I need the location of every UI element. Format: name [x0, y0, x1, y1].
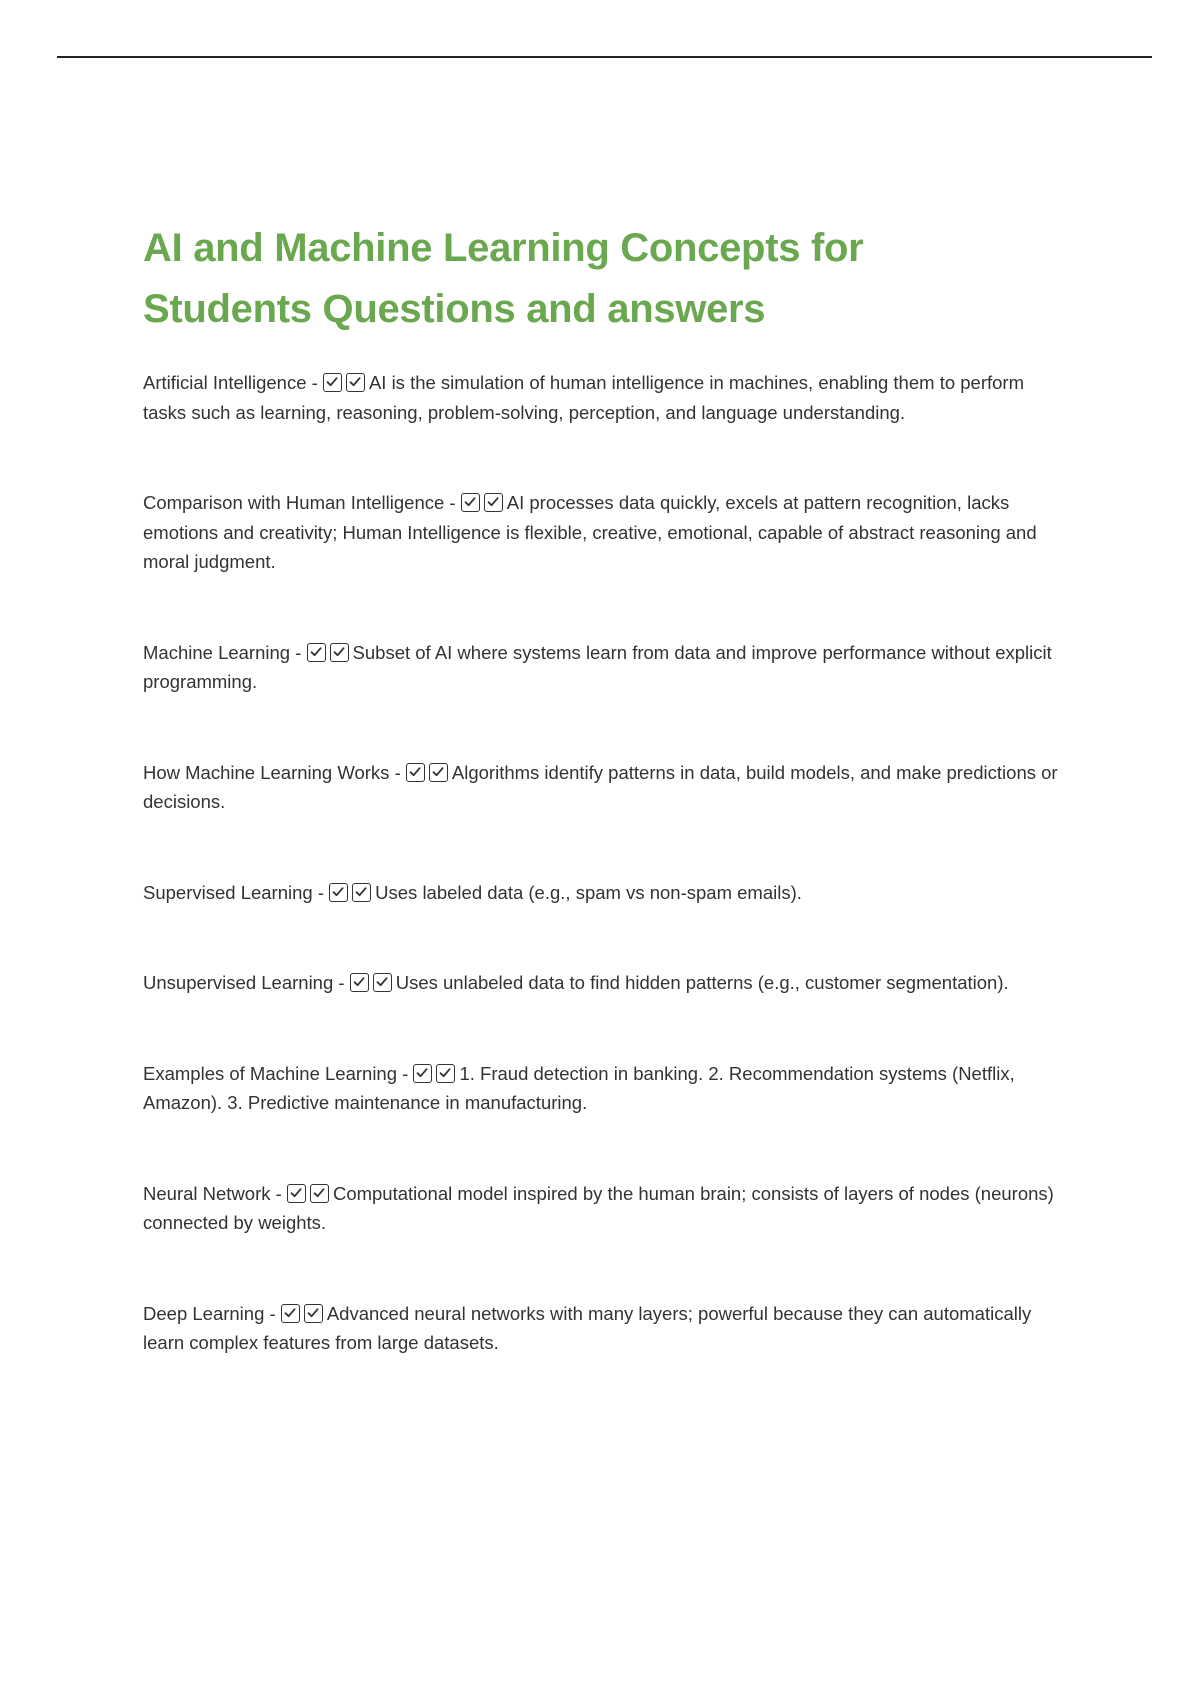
qa-term: Unsupervised Learning [143, 972, 334, 993]
checked-box-icon [281, 1304, 300, 1323]
qa-item-supervised-learning [143, 878, 1063, 908]
qa-term: Supervised Learning [143, 881, 313, 903]
qa-answer: Uses unlabeled data to find hidden patterns (e.g., customer segmentation). [395, 972, 1009, 993]
qa-answer: AI is the simulation of human intelligence in machines, enabling them to perform tasks such as learning, reasoning, problem-solving, perception, and language understanding. [143, 372, 1024, 423]
checked-box-icon [346, 373, 365, 392]
qa-separator: - [290, 641, 307, 663]
qa-answer: Uses labeled data (e.g., spam vs non-spam emails). [375, 881, 802, 903]
document-title-line-1: AI and Machine Learning Concepts for [143, 226, 864, 270]
qa-item-comparison-with-human-intelligence [143, 488, 1063, 577]
qa-term: Machine Learning [143, 641, 291, 663]
checked-box-icon [307, 643, 326, 662]
checked-box-icon [436, 1064, 455, 1083]
document-body [143, 218, 1063, 1419]
checked-box-icon [329, 883, 348, 902]
qa-item-examples-of-machine-learning [143, 1059, 1063, 1118]
checked-box-icon [330, 643, 349, 662]
checked-box-icon [323, 373, 342, 392]
qa-separator: - [264, 1302, 281, 1324]
checked-box-icon [461, 493, 480, 512]
checked-box-icon [406, 763, 425, 782]
qa-term: How Machine Learning Works [143, 761, 390, 783]
checked-box-icon [373, 973, 392, 992]
document-title [143, 218, 1063, 340]
qa-term: Deep Learning [143, 1302, 265, 1324]
qa-separator: - [333, 972, 350, 993]
qa-answer: Computational model inspired by the human brain; consists of layers of nodes (neurons) connected by weights. [143, 1182, 1054, 1233]
qa-separator: - [389, 761, 406, 783]
qa-answer: Subset of AI where systems learn from data and improve performance without explicit programming. [143, 641, 1052, 692]
qa-item-artificial-intelligence [143, 368, 1063, 427]
checked-box-icon [304, 1304, 323, 1323]
qa-answer: Algorithms identify patterns in data, build models, and make predictions or decisions. [143, 761, 1058, 812]
qa-separator: - [444, 492, 461, 513]
qa-item-neural-network [143, 1179, 1063, 1238]
checked-box-icon [484, 493, 503, 512]
checked-box-icon [350, 973, 369, 992]
qa-separator: - [397, 1062, 414, 1084]
checked-box-icon [429, 763, 448, 782]
qa-answer: AI processes data quickly, excels at pattern recognition, lacks emotions and creativity; Human Intelligence is flexible, creative, emotional, capable of abstract reasoning and moral judgment. [143, 492, 1037, 572]
qa-term: Examples of Machine Learning [143, 1062, 398, 1084]
header-rule [57, 56, 1152, 58]
qa-item-machine-learning [143, 638, 1063, 697]
checked-box-icon [352, 883, 371, 902]
qa-answer: 1. Fraud detection in banking. 2. Recommendation systems (Netflix, Amazon). 3. Predictive maintenance in manufacturing. [143, 1062, 1015, 1113]
qa-term: Neural Network [143, 1182, 271, 1204]
qa-separator: - [270, 1182, 287, 1204]
qa-item-deep-learning [143, 1299, 1063, 1358]
qa-item-unsupervised-learning [143, 968, 1063, 998]
checked-box-icon [413, 1064, 432, 1083]
qa-item-how-machine-learning-works [143, 758, 1063, 817]
qa-separator: - [306, 372, 323, 393]
qa-separator: - [312, 881, 330, 903]
qa-term: Comparison with Human Intelligence [143, 492, 445, 513]
checked-box-icon [287, 1184, 306, 1203]
qa-term: Artificial Intelligence [143, 372, 307, 393]
document-title-line-2: Students Questions and answers [143, 287, 766, 331]
qa-list [143, 368, 1063, 1358]
checked-box-icon [310, 1184, 329, 1203]
qa-answer: Advanced neural networks with many layers; powerful because they can automatically learn complex features from large datasets. [143, 1302, 1032, 1353]
